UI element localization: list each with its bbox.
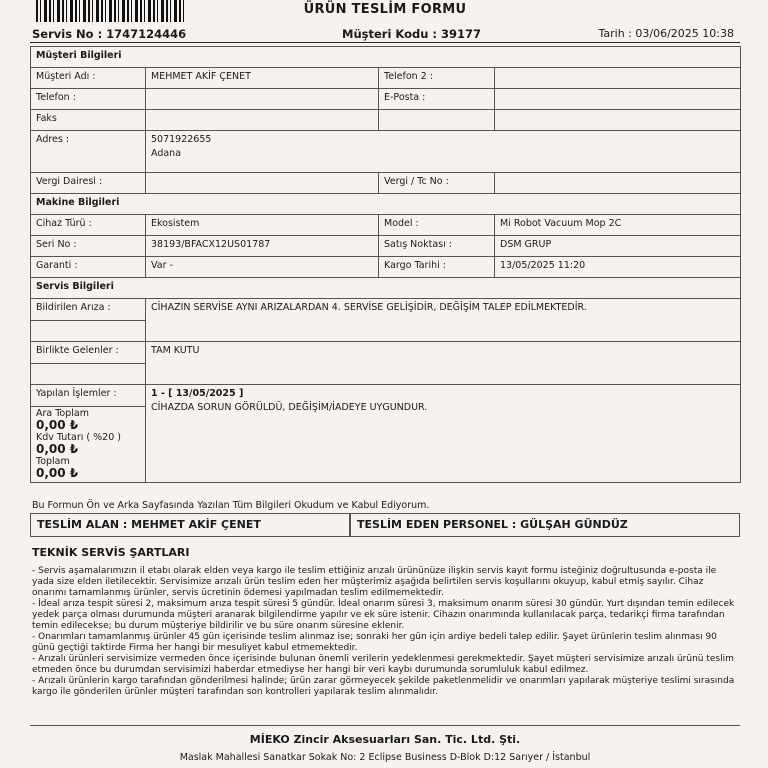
- fault-value: CİHAZIN SERVİSE AYNI ARIZALARDAN 4. SERVİSE GELİŞİDİR, DEĞİŞİM TALEP EDİLMEKTEDİR.: [146, 299, 741, 342]
- total-label: Toplam: [36, 456, 70, 467]
- terms-item: - Arızalı ürünleri servisimize vermeden önce içerisinde bulunan önemli verilerin yedeklenmesi gerekmektedir. Şayet müşteri servisimize arızalı ürünü teslim etmeden önce bu durumdan servisimizi haberdar etmediyse her hangi bir veri kaybı durumunda sorumluluk kabul edilmez.: [32, 654, 734, 675]
- phone-label: Telefon :: [31, 89, 146, 110]
- operations-label: Yapılan İşlemler :: [31, 385, 146, 407]
- tax-no-label: Vergi / Tc No :: [379, 173, 495, 194]
- accessories-value: TAM KUTU: [146, 342, 741, 385]
- terms-item: - Onarımları tamamlanmış ürünler 45 gün içerisinde teslim alınmaz ise; sonraki her gün için ardiye bedeli talep edilir. Şayet ürünlerin teslim alınması 90 günü geçtiği taktirde Firma her hangi bir mesuliyet kabul etmemektedir.: [32, 632, 717, 653]
- terms-item: - Servis aşamalarımızın il etabı olarak elden veya kargo ile teslim ettiğiniz arızalı ürününüze ilişkin servis kayıt formu isteğiniz doğrultusunda e-posta ile yada size elden iletilecektir. Servisimize arızalı ürün teslim eden her müşterimiz aşağıda belirtilen servis koşullarını okuyup, kabul etmiş sayılır. Cihaz onarımı tamamlanmış ürünler, servis ücretinin ödemesi yapılmadan teslim edilmemektedir.: [32, 566, 717, 598]
- footer-divider: [30, 725, 740, 726]
- tax-office-value: [146, 173, 379, 194]
- device-type-label: Cihaz Türü :: [31, 215, 146, 236]
- subtotal-label: Ara Toplam: [36, 408, 89, 419]
- fax-label: Faks: [31, 110, 146, 131]
- terms-item: - İdeal arıza tespit süresi 2, maksimum arıza tespit süresi 5 gündür. İdeal onarım süresi 3, maksimum onarım süresi 30 gündür. Yurt dışından temin edilecek yedek parça olması durumunda müşteri aranarak bilgilendirme yapılır ve ek süre istenir. Cihazın onarımında kullanılacak parça, tedarikçi firma tarafından temin edilecekse; bu durum müşteriye bildirilir ve bu süre onarım süresine eklenir.: [32, 599, 735, 631]
- customer-section-header: Müşteri Bilgileri: [31, 47, 741, 68]
- customer-code: Müşteri Kodu : 39177: [342, 27, 482, 41]
- email-value: [495, 89, 741, 110]
- cargo-date-value: 13/05/2025 11:20: [495, 257, 741, 278]
- confirmation-text: Bu Formun Ön ve Arka Sayfasında Yazılan Tüm Bilgileri Okudum ve Kabul Ediyorum.: [32, 500, 430, 511]
- terms-item: - Arızalı ürünlerin kargo tarafından gönderilmesi halinde; ürün zarar görmeyecek şekilde paketlenmelidir ve onarımları yapılarak müşteriye teslimi sırasında kargo ile gönderilen ürünler müşteri tarafından son kontrolleri yapılarak teslim alınmalıdır.: [32, 676, 735, 697]
- operation-text: CİHAZDA SORUN GÖRÜLDÜ, DEĞİŞİM/İADEYE UYGUNDUR.: [151, 402, 428, 413]
- form-date: Tarih : 03/06/2025 10:38: [598, 27, 734, 40]
- serial-value: 38193/BFACX12US01787: [146, 236, 379, 257]
- phone2-value: [495, 68, 741, 89]
- terms-title: TEKNİK SERVİS ŞARTLARI: [32, 546, 190, 559]
- model-value: Mi Robot Vacuum Mop 2C: [495, 215, 741, 236]
- machine-section-header: Makine Bilgileri: [31, 194, 741, 215]
- address-line: Adana: [151, 148, 182, 159]
- device-type-value: Ekosistem: [146, 215, 379, 236]
- sale-point-label: Satış Noktası :: [379, 236, 495, 257]
- totals-block: [31, 407, 146, 483]
- empty-cell: [495, 110, 741, 131]
- address-label: Adres :: [31, 131, 146, 173]
- deliverer-signature: TESLİM EDEN PERSONEL : GÜLŞAH GÜNDÜZ: [350, 513, 740, 537]
- form-table: [30, 46, 741, 483]
- terms-list: [32, 566, 738, 698]
- receiver-signature: TESLİM ALAN : MEHMET AKİF ÇENET: [30, 513, 350, 537]
- phone2-label: Telefon 2 :: [379, 68, 495, 89]
- address-value: [146, 131, 741, 173]
- empty-cell: [31, 364, 146, 385]
- header-divider: [30, 42, 740, 43]
- model-label: Model :: [379, 215, 495, 236]
- operation-entry: 1 - [ 13/05/2025 ]: [151, 388, 244, 399]
- phone-value: [146, 89, 379, 110]
- accessories-label: Birlikte Gelenler :: [31, 342, 146, 364]
- form-title: ÜRÜN TESLİM FORMU: [303, 2, 467, 17]
- company-name: MİEKO Zincir Aksesuarları San. Tic. Ltd. Şti.: [249, 733, 521, 746]
- company-address: Maslak Mahallesi Sanatkar Sokak No: 2 Eclipse Business D-Blok D:12 Sarıyer / İstanbul: [179, 752, 591, 763]
- delivery-form: [30, 0, 740, 768]
- warranty-label: Garanti :: [31, 257, 146, 278]
- service-number: Servis No : 1747124446: [32, 27, 187, 41]
- sale-point-value: DSM GRUP: [495, 236, 741, 257]
- email-label: E-Posta :: [379, 89, 495, 110]
- serial-label: Seri No :: [31, 236, 146, 257]
- operations-value: [146, 385, 741, 483]
- empty-cell: [31, 321, 146, 342]
- empty-cell: [379, 110, 495, 131]
- cargo-date-label: Kargo Tarihi :: [379, 257, 495, 278]
- fault-label: Bildirilen Arıza :: [31, 299, 146, 321]
- vat-label: Kdv Tutarı ( %20 ): [36, 432, 121, 443]
- address-line: 5071922655: [151, 134, 212, 145]
- vat-value: 0,00 ₺: [36, 442, 79, 456]
- tax-office-label: Vergi Dairesi :: [31, 173, 146, 194]
- service-section-header: Servis Bilgileri: [31, 278, 741, 299]
- tax-no-value: [495, 173, 741, 194]
- warranty-value: Var -: [146, 257, 379, 278]
- subtotal-value: 0,00 ₺: [36, 418, 79, 432]
- customer-name-label: Müşteri Adı :: [31, 68, 146, 89]
- total-value: 0,00 ₺: [36, 466, 79, 480]
- customer-name-value: MEHMET AKİF ÇENET: [146, 68, 379, 89]
- fax-value: [146, 110, 379, 131]
